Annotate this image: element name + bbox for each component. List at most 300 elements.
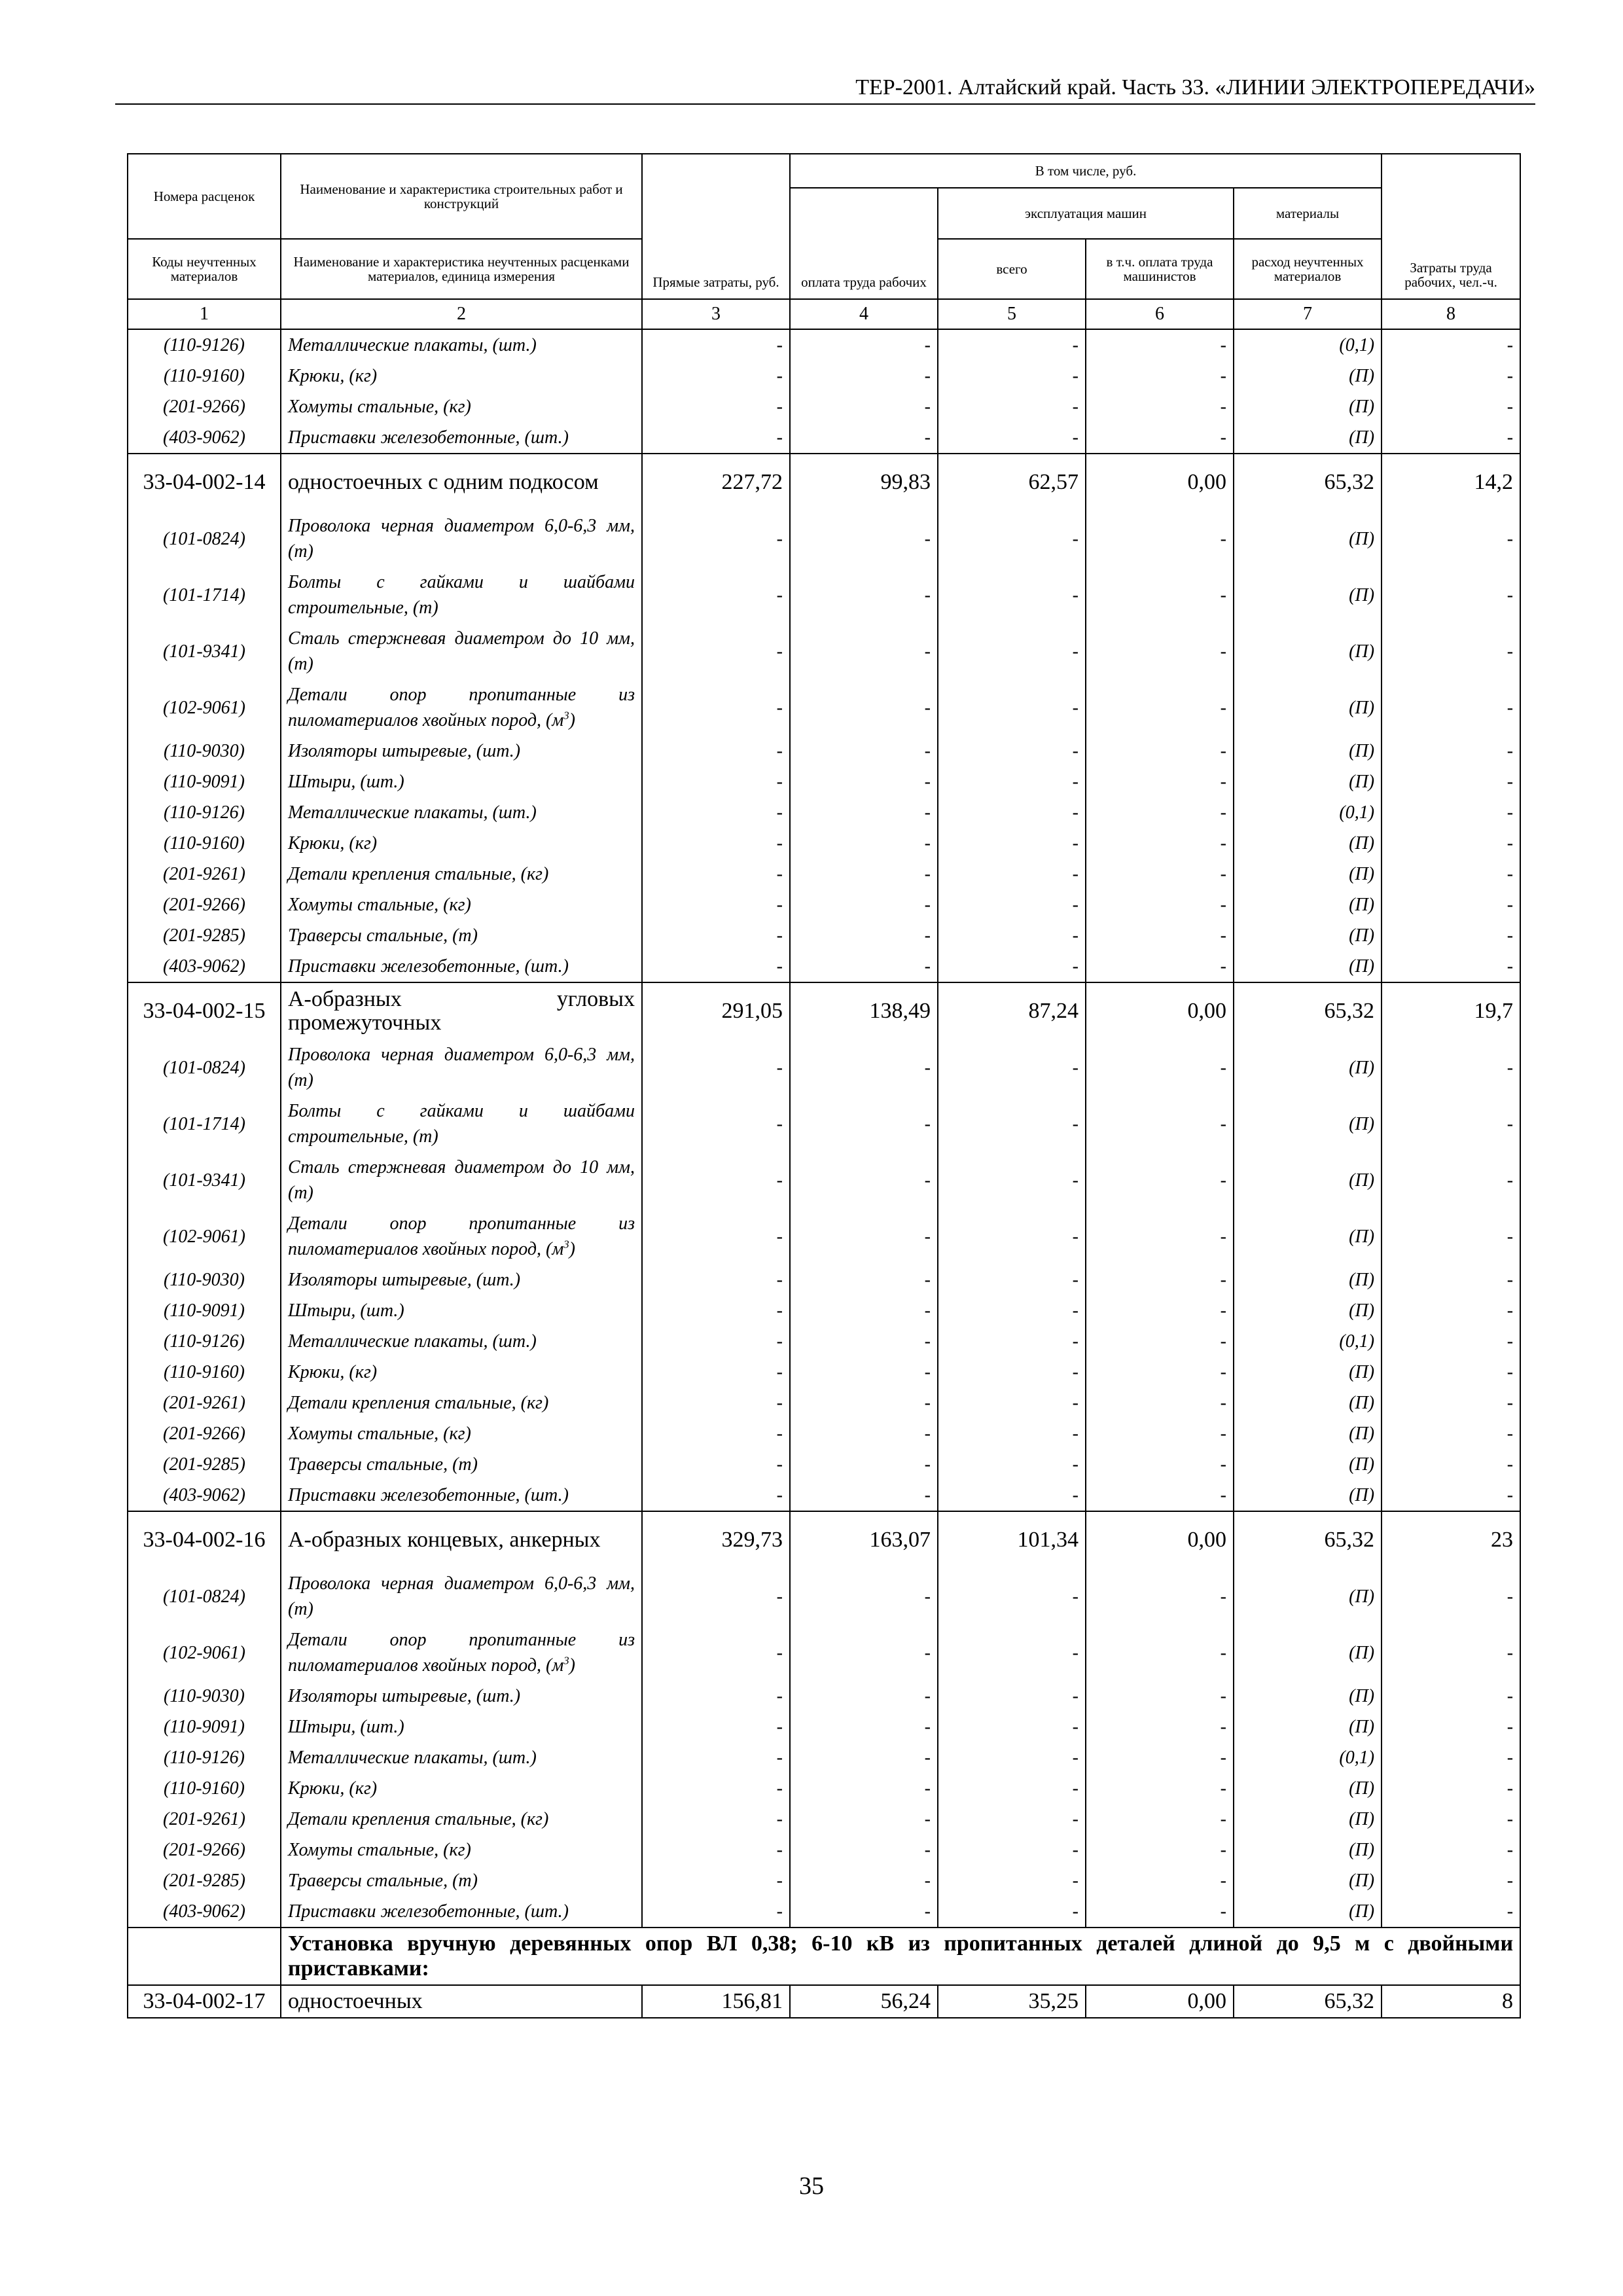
value-c7: (П) [1234, 736, 1382, 766]
column-number: 6 [1086, 299, 1234, 329]
value-c4: - [790, 1039, 938, 1096]
name-text: Приставки железобетонные, (шт.) [288, 1484, 569, 1505]
value-c7: (П) [1234, 391, 1382, 422]
material-name [281, 679, 642, 736]
material-name [281, 889, 642, 920]
value-c6: - [1086, 1449, 1234, 1480]
value-c7: (П) [1234, 1152, 1382, 1208]
value-c5: - [938, 1039, 1086, 1096]
material-code: (101-9341) [128, 623, 281, 679]
value-c4: - [790, 1896, 938, 1928]
value-c5: - [938, 1896, 1086, 1928]
value-c5: - [938, 391, 1086, 422]
value-c6: 0,00 [1086, 1511, 1234, 1568]
column-number: 3 [642, 299, 790, 329]
value-c3: - [642, 1208, 790, 1265]
rate-code: 33-04-002-17 [128, 1985, 281, 2018]
name-text: Хомуты стальные, (кг) [288, 1423, 471, 1444]
material-row [128, 567, 1520, 623]
value-c6: 0,00 [1086, 454, 1234, 511]
value-c8: - [1382, 1295, 1520, 1326]
value-c7: (П) [1234, 567, 1382, 623]
name-text: Штыри, (шт.) [288, 771, 404, 792]
material-row [128, 1896, 1520, 1928]
value-c3: - [642, 1712, 790, 1742]
value-c5: 101,34 [938, 1511, 1086, 1568]
name-text: Болты с гайками и шайбами строительные, (т) [288, 572, 635, 618]
value-c3: - [642, 1835, 790, 1865]
value-c8: - [1382, 951, 1520, 982]
material-code: (110-9160) [128, 361, 281, 391]
value-c5: - [938, 1624, 1086, 1681]
value-c6: - [1086, 1357, 1234, 1388]
rate-row [128, 454, 1520, 511]
value-c5: - [938, 1096, 1086, 1152]
value-c8: - [1382, 391, 1520, 422]
name-text: Хомуты стальные, (кг) [288, 894, 471, 915]
name-text: Крюки, (кг) [288, 1361, 378, 1382]
value-c7: (П) [1234, 623, 1382, 679]
value-c3: - [642, 951, 790, 982]
material-code: (101-0824) [128, 1039, 281, 1096]
material-name [281, 828, 642, 859]
material-name [281, 1835, 642, 1865]
column-number: 2 [281, 299, 642, 329]
value-c6: - [1086, 422, 1234, 454]
value-c7: (П) [1234, 679, 1382, 736]
unit-close: ) [569, 1239, 575, 1259]
material-row [128, 1152, 1520, 1208]
material-name [281, 1865, 642, 1896]
name-text: Металлические плакаты, (шт.) [288, 1331, 537, 1352]
value-c5: - [938, 736, 1086, 766]
value-c5: - [938, 1712, 1086, 1742]
material-name [281, 1773, 642, 1804]
material-name [281, 1152, 642, 1208]
name-text: Изоляторы штыревые, (шт.) [288, 1685, 521, 1706]
material-name [281, 797, 642, 828]
material-name [281, 1624, 642, 1681]
value-c5: - [938, 623, 1086, 679]
value-c4: - [790, 1865, 938, 1896]
price-table [127, 153, 1521, 2018]
column-number: 7 [1234, 299, 1382, 329]
value-c4: - [790, 1568, 938, 1624]
work-name [281, 1985, 642, 2018]
work-name [281, 454, 642, 511]
material-row [128, 679, 1520, 736]
value-c8: - [1382, 1388, 1520, 1418]
value-c7: (П) [1234, 828, 1382, 859]
value-c3: 227,72 [642, 454, 790, 511]
value-c3: - [642, 1326, 790, 1357]
value-c3: - [642, 797, 790, 828]
material-row [128, 391, 1520, 422]
material-code: (201-9266) [128, 889, 281, 920]
value-c3: - [642, 623, 790, 679]
value-c8: - [1382, 1804, 1520, 1835]
value-c4: - [790, 920, 938, 951]
value-c5: 62,57 [938, 454, 1086, 511]
name-text: Изоляторы штыревые, (шт.) [288, 1269, 521, 1290]
value-c7: (П) [1234, 1624, 1382, 1681]
material-name [281, 623, 642, 679]
value-c5: - [938, 1568, 1086, 1624]
value-c6: - [1086, 1773, 1234, 1804]
value-c3: - [642, 736, 790, 766]
value-c3: - [642, 1295, 790, 1326]
value-c3: - [642, 1681, 790, 1712]
value-c3: - [642, 329, 790, 361]
col5-header: всего [938, 239, 1086, 299]
material-row [128, 623, 1520, 679]
value-c7: (П) [1234, 1418, 1382, 1449]
material-row [128, 1039, 1520, 1096]
name-text: Приставки железобетонные, (шт.) [288, 1901, 569, 1922]
material-name [281, 361, 642, 391]
value-c3: - [642, 1480, 790, 1511]
material-row [128, 1208, 1520, 1265]
value-c5: - [938, 1742, 1086, 1773]
value-c5: - [938, 951, 1086, 982]
value-c4: - [790, 1835, 938, 1865]
material-code: (403-9062) [128, 1896, 281, 1928]
value-c8: - [1382, 329, 1520, 361]
value-c6: - [1086, 828, 1234, 859]
value-c6: 0,00 [1086, 982, 1234, 1039]
value-c8: - [1382, 1568, 1520, 1624]
value-c3: - [642, 1568, 790, 1624]
value-c8: - [1382, 1835, 1520, 1865]
value-c4: - [790, 889, 938, 920]
value-c6: - [1086, 1712, 1234, 1742]
group-incl-header: В том числе, руб. [790, 154, 1382, 188]
unit-exponent: 3 [563, 1654, 569, 1667]
value-c3: - [642, 361, 790, 391]
value-c7: (П) [1234, 1773, 1382, 1804]
value-c7: (П) [1234, 889, 1382, 920]
column-number: 5 [938, 299, 1086, 329]
value-c8: - [1382, 1039, 1520, 1096]
value-c5: - [938, 1449, 1086, 1480]
value-c4: - [790, 1265, 938, 1295]
name-text: Детали опор пропитанные из пиломатериалов хвойных пород, (м [288, 1630, 635, 1676]
value-c3: - [642, 1418, 790, 1449]
rate-row [128, 982, 1520, 1039]
value-c7: (П) [1234, 511, 1382, 567]
material-name [281, 1804, 642, 1835]
material-name [281, 1449, 642, 1480]
name-text: Траверсы стальные, (т) [288, 1454, 478, 1475]
value-c7: (0,1) [1234, 329, 1382, 361]
name-text: Металлические плакаты, (шт.) [288, 1747, 537, 1768]
material-row [128, 1480, 1520, 1511]
value-c5: 87,24 [938, 982, 1086, 1039]
material-row [128, 1418, 1520, 1449]
name-text: Крюки, (кг) [288, 365, 378, 386]
name-text: А-образных угловых промежуточных [288, 987, 635, 1035]
value-c4: - [790, 567, 938, 623]
material-row [128, 859, 1520, 889]
value-c5: - [938, 1388, 1086, 1418]
value-c4: - [790, 1480, 938, 1511]
value-c3: - [642, 1039, 790, 1096]
material-row [128, 511, 1520, 567]
value-c8: - [1382, 1480, 1520, 1511]
value-c4: - [790, 1449, 938, 1480]
value-c4: 163,07 [790, 1511, 938, 1568]
name-text: Траверсы стальные, (т) [288, 925, 478, 946]
name-text: одностоечных [288, 1989, 423, 2013]
page-number: 35 [799, 2172, 824, 2200]
value-c6: - [1086, 1865, 1234, 1896]
material-row [128, 1742, 1520, 1773]
col8-header: Затраты труда рабочих, чел.-ч. [1382, 154, 1520, 299]
value-c8: - [1382, 1418, 1520, 1449]
value-c8: 23 [1382, 1511, 1520, 1568]
unit-close: ) [569, 710, 575, 730]
name-text: Сталь стержневая диаметром до 10 мм, (т) [288, 628, 635, 674]
value-c8: - [1382, 1865, 1520, 1896]
rate-row [128, 1511, 1520, 1568]
value-c3: - [642, 1096, 790, 1152]
material-row [128, 1449, 1520, 1480]
value-c3: - [642, 1449, 790, 1480]
material-code: (201-9261) [128, 1388, 281, 1418]
value-c5: - [938, 920, 1086, 951]
value-c4: - [790, 1773, 938, 1804]
name-text: А-образных концевых, анкерных [288, 1528, 601, 1552]
value-c7: (П) [1234, 1265, 1382, 1295]
material-name [281, 1742, 642, 1773]
material-name [281, 422, 642, 454]
value-c5: - [938, 567, 1086, 623]
name-text: Детали крепления стальные, (кг) [288, 1392, 549, 1413]
material-name [281, 1096, 642, 1152]
value-c3: - [642, 828, 790, 859]
value-c5: - [938, 1773, 1086, 1804]
material-row [128, 1681, 1520, 1712]
value-c7: 65,32 [1234, 1985, 1382, 2018]
value-c7: (П) [1234, 1568, 1382, 1624]
material-code: (102-9061) [128, 679, 281, 736]
work-name [281, 982, 642, 1039]
column-number: 8 [1382, 299, 1520, 329]
name-text: Детали опор пропитанные из пиломатериалов хвойных пород, (м [288, 1213, 635, 1259]
material-code: (101-1714) [128, 1096, 281, 1152]
material-code: (110-9126) [128, 797, 281, 828]
material-name [281, 1326, 642, 1357]
value-c4: - [790, 1712, 938, 1742]
value-c7: (П) [1234, 1357, 1382, 1388]
value-c5: - [938, 1208, 1086, 1265]
value-c8: - [1382, 1357, 1520, 1388]
value-c7: (П) [1234, 1388, 1382, 1418]
value-c7: (П) [1234, 1896, 1382, 1928]
material-name [281, 1896, 642, 1928]
material-row [128, 766, 1520, 797]
value-c6: - [1086, 1295, 1234, 1326]
value-c6: - [1086, 797, 1234, 828]
value-c4: - [790, 1208, 938, 1265]
name-text: Болты с гайками и шайбами строительные, (т) [288, 1101, 635, 1147]
value-c7: (П) [1234, 1480, 1382, 1511]
value-c8: - [1382, 736, 1520, 766]
value-c7: (П) [1234, 1712, 1382, 1742]
value-c4: - [790, 1388, 938, 1418]
value-c5: 35,25 [938, 1985, 1086, 2018]
material-row [128, 1388, 1520, 1418]
group-materials-header: материалы [1234, 188, 1382, 239]
material-code: (110-9091) [128, 1712, 281, 1742]
name-text: Штыри, (шт.) [288, 1300, 404, 1321]
value-c8: - [1382, 828, 1520, 859]
col3-header: Прямые затраты, руб. [642, 154, 790, 299]
value-c4: - [790, 1742, 938, 1773]
name-text: Сталь стержневая диаметром до 10 мм, (т) [288, 1157, 635, 1203]
name-text: Приставки железобетонные, (шт.) [288, 956, 569, 977]
value-c8: - [1382, 859, 1520, 889]
material-row [128, 361, 1520, 391]
value-c6: - [1086, 511, 1234, 567]
material-code: (201-9266) [128, 391, 281, 422]
material-code: (101-0824) [128, 1568, 281, 1624]
value-c4: - [790, 951, 938, 982]
material-row [128, 1096, 1520, 1152]
rate-code: 33-04-002-16 [128, 1511, 281, 1568]
name-text: Хомуты стальные, (кг) [288, 1839, 471, 1860]
value-c3: - [642, 1265, 790, 1295]
material-code: (110-9160) [128, 1357, 281, 1388]
material-row [128, 736, 1520, 766]
section-heading-row [128, 1928, 1520, 1985]
value-c8: - [1382, 889, 1520, 920]
name-text: одностоечных с одним подкосом [288, 470, 599, 494]
value-c3: - [642, 1742, 790, 1773]
value-c8: - [1382, 1742, 1520, 1773]
value-c4: - [790, 511, 938, 567]
value-c8: 19,7 [1382, 982, 1520, 1039]
value-c4: - [790, 736, 938, 766]
material-row [128, 1357, 1520, 1388]
material-code: (110-9160) [128, 1773, 281, 1804]
name-text: Проволока черная диаметром 6,0-6,3 мм, (т) [288, 1573, 635, 1619]
material-name [281, 1295, 642, 1326]
material-row [128, 422, 1520, 454]
value-c4: - [790, 422, 938, 454]
material-name [281, 567, 642, 623]
value-c6: - [1086, 1835, 1234, 1865]
value-c3: - [642, 1357, 790, 1388]
material-row [128, 889, 1520, 920]
value-c3: - [642, 889, 790, 920]
column-number: 4 [790, 299, 938, 329]
material-name [281, 1568, 642, 1624]
value-c8: - [1382, 1326, 1520, 1357]
table-body [128, 154, 1520, 2018]
material-code: (201-9285) [128, 920, 281, 951]
material-name [281, 329, 642, 361]
column-numbers-row [128, 299, 1520, 329]
value-c6: - [1086, 1208, 1234, 1265]
value-c7: (П) [1234, 1208, 1382, 1265]
rate-row [128, 1985, 1520, 2018]
value-c6: - [1086, 623, 1234, 679]
value-c4: - [790, 679, 938, 736]
value-c5: - [938, 1295, 1086, 1326]
value-c5: - [938, 1357, 1086, 1388]
value-c3: - [642, 1865, 790, 1896]
value-c6: - [1086, 889, 1234, 920]
col1-top-header: Номера расценок [128, 154, 281, 239]
value-c7: (0,1) [1234, 1742, 1382, 1773]
value-c8: - [1382, 1681, 1520, 1712]
value-c4: - [790, 361, 938, 391]
value-c7: 65,32 [1234, 454, 1382, 511]
material-code: (110-9030) [128, 1681, 281, 1712]
material-name [281, 766, 642, 797]
value-c4: - [790, 329, 938, 361]
value-c7: 65,32 [1234, 982, 1382, 1039]
value-c4: - [790, 1804, 938, 1835]
material-code: (110-9126) [128, 1326, 281, 1357]
name-text: Крюки, (кг) [288, 833, 378, 853]
section-spacer [128, 1928, 281, 1985]
value-c5: - [938, 422, 1086, 454]
value-c8: - [1382, 920, 1520, 951]
value-c3: - [642, 1388, 790, 1418]
value-c4: - [790, 1295, 938, 1326]
value-c6: - [1086, 1568, 1234, 1624]
value-c8: - [1382, 1712, 1520, 1742]
value-c5: - [938, 1681, 1086, 1712]
value-c7: (П) [1234, 1295, 1382, 1326]
material-code: (403-9062) [128, 951, 281, 982]
value-c5: - [938, 1265, 1086, 1295]
value-c6: - [1086, 920, 1234, 951]
material-code: (110-9030) [128, 1265, 281, 1295]
value-c3: - [642, 1773, 790, 1804]
value-c7: (П) [1234, 1039, 1382, 1096]
material-code: (110-9030) [128, 736, 281, 766]
value-c5: - [938, 1326, 1086, 1357]
work-name [281, 1511, 642, 1568]
name-text: Изоляторы штыревые, (шт.) [288, 740, 521, 761]
material-code: (101-9341) [128, 1152, 281, 1208]
value-c6: - [1086, 1039, 1234, 1096]
value-c4: - [790, 859, 938, 889]
material-name [281, 391, 642, 422]
value-c4: 56,24 [790, 1985, 938, 2018]
value-c6: - [1086, 951, 1234, 982]
value-c5: - [938, 1835, 1086, 1865]
name-text: Детали опор пропитанные из пиломатериалов хвойных пород, (м [288, 685, 635, 730]
value-c7: (П) [1234, 1804, 1382, 1835]
value-c4: - [790, 391, 938, 422]
value-c5: - [938, 1865, 1086, 1896]
value-c5: - [938, 329, 1086, 361]
unit-exponent: 3 [563, 1238, 569, 1251]
value-c3: - [642, 920, 790, 951]
value-c6: - [1086, 1624, 1234, 1681]
value-c6: - [1086, 679, 1234, 736]
material-code: (201-9261) [128, 1804, 281, 1835]
value-c8: - [1382, 1208, 1520, 1265]
name-text: Детали крепления стальные, (кг) [288, 863, 549, 884]
value-c8: - [1382, 361, 1520, 391]
value-c6: - [1086, 1896, 1234, 1928]
value-c7: (П) [1234, 1865, 1382, 1896]
